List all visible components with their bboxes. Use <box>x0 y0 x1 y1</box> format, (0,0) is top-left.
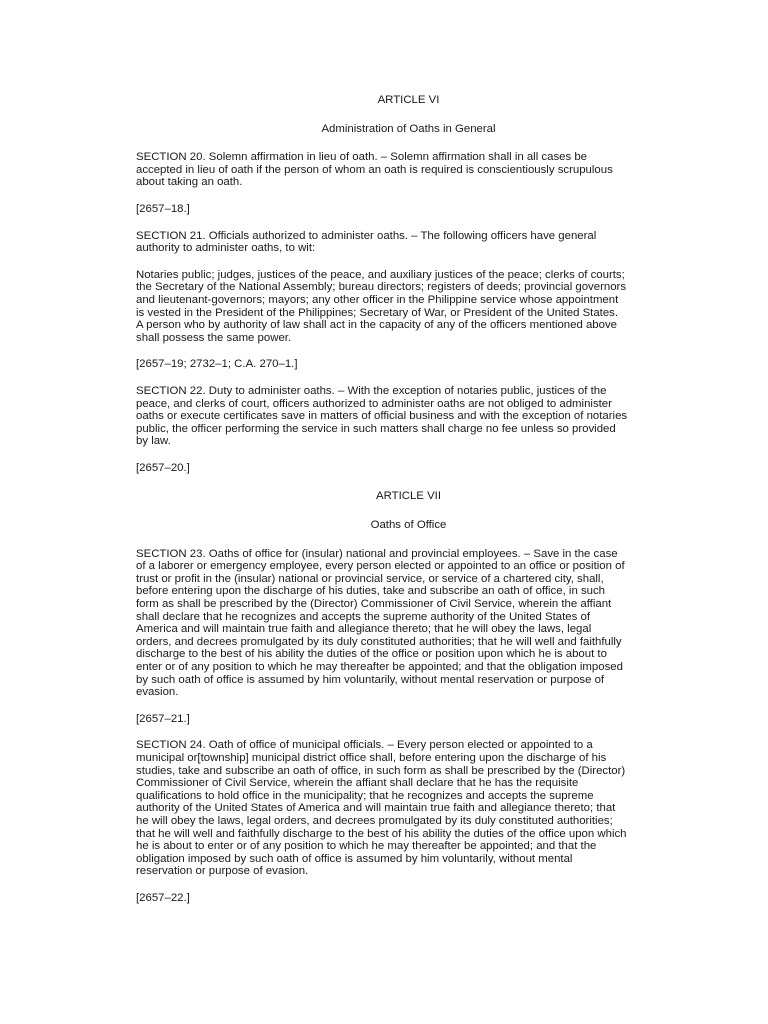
article-heading: ARTICLE VI <box>377 94 440 106</box>
section-paragraph: Notaries public; judges, justices of the peace, and auxiliary justices of the peace; clerks of courts; the Secretary of the National Assembly; bureau directors; registers of deeds; provincial governors and lieutenant-governors; mayors; any other officer in the Philippine service whose appointment is vested in the President of the Philippines; Secretary of War, or President of the United States. A person who by authority of law shall act in the capacity of any of the officers mentioned above shall possess the same power. <box>136 268 627 344</box>
citation: [2657–22.] <box>136 891 190 904</box>
document-page <box>136 94 681 905</box>
section-paragraph: SECTION 20. Solemn affirmation in lieu of oath. – Solemn affirmation shall in all cases be accepted in lieu of oath if the person of whom an oath is required is conscientiously scrupulous about taking an oath. <box>136 151 613 189</box>
section-paragraph: SECTION 21. Officials authorized to administer oaths. – The following officers have general authority to administer oaths, to wit: <box>136 229 597 255</box>
citation: [2657–18.] <box>136 202 190 215</box>
article-title: Administration of Oaths in General <box>321 122 496 135</box>
section-paragraph: SECTION 24. Oath of office of municipal officials. – Every person elected or appointed to a municipal or[township] municipal district office shall, before entering upon the discharge of his studies, take and subscribe an oath of office, in such form as shall be prescribed by the (Director) Commissioner of Civil Service, wherein the affiant shall declare that he has the requisite qualifications to hold office in the municipality; that he recognizes and accepts the supreme authority of the United States of America and will maintain true faith and allegiance thereto; that he will obey the laws, legal orders, and decrees promulgated by its duly constituted authorities; that he will well and faithfully discharge to the best of his ability the duties of the office upon which he is about to enter or of any position to which he may thereafter be appointed; and that the obligation imposed by such oath of office is assumed by him voluntarily, without mental reservation or purpose of evasion. <box>136 739 627 878</box>
article-heading: ARTICLE VII <box>376 490 441 503</box>
section-paragraph: SECTION 22. Duty to administer oaths. – With the exception of notaries public, justices of the peace, and clerks of court, officers authorized to administer oaths are not obliged to administer oaths or execute certificates save in matters of official business and with the exception of notaries public, the officer performing the service in such matters shall charge no fee unless so provided by law. <box>136 384 628 448</box>
section-paragraph: SECTION 23. Oaths of office for (insular) national and provincial employees. – Save in the case of a laborer or emergency employee, every person elected or appointed to an office or position of trust or profit in the (insular) national or provincial service, or service of a chartered city, shall, before entering upon the discharge of his duties, take and subscribe an oath of office, in such form as shall be prescribed by the (Director) Commissioner of Civil Service, wherein the affiant shall declare that he recognizes and accepts the supreme authority of the United States of America and will maintain true faith and allegiance thereto; that he will obey the laws, legal orders, and decrees promulgated by its duly constituted authorities; that he will well and faithfully discharge to the best of his ability the duties of the office or position upon which he is about to enter or of any position to which he may thereafter be appointed; and that the obligation imposed by such oath of office is assumed by him voluntarily, without mental reservation or purpose of evasion. <box>136 547 625 699</box>
citation: [2657–20.] <box>136 461 190 474</box>
citation: [2657–19; 2732–1; C.A. 270–1.] <box>136 358 298 371</box>
citation: [2657–21.] <box>136 712 190 725</box>
article-title: Oaths of Office <box>370 519 447 532</box>
